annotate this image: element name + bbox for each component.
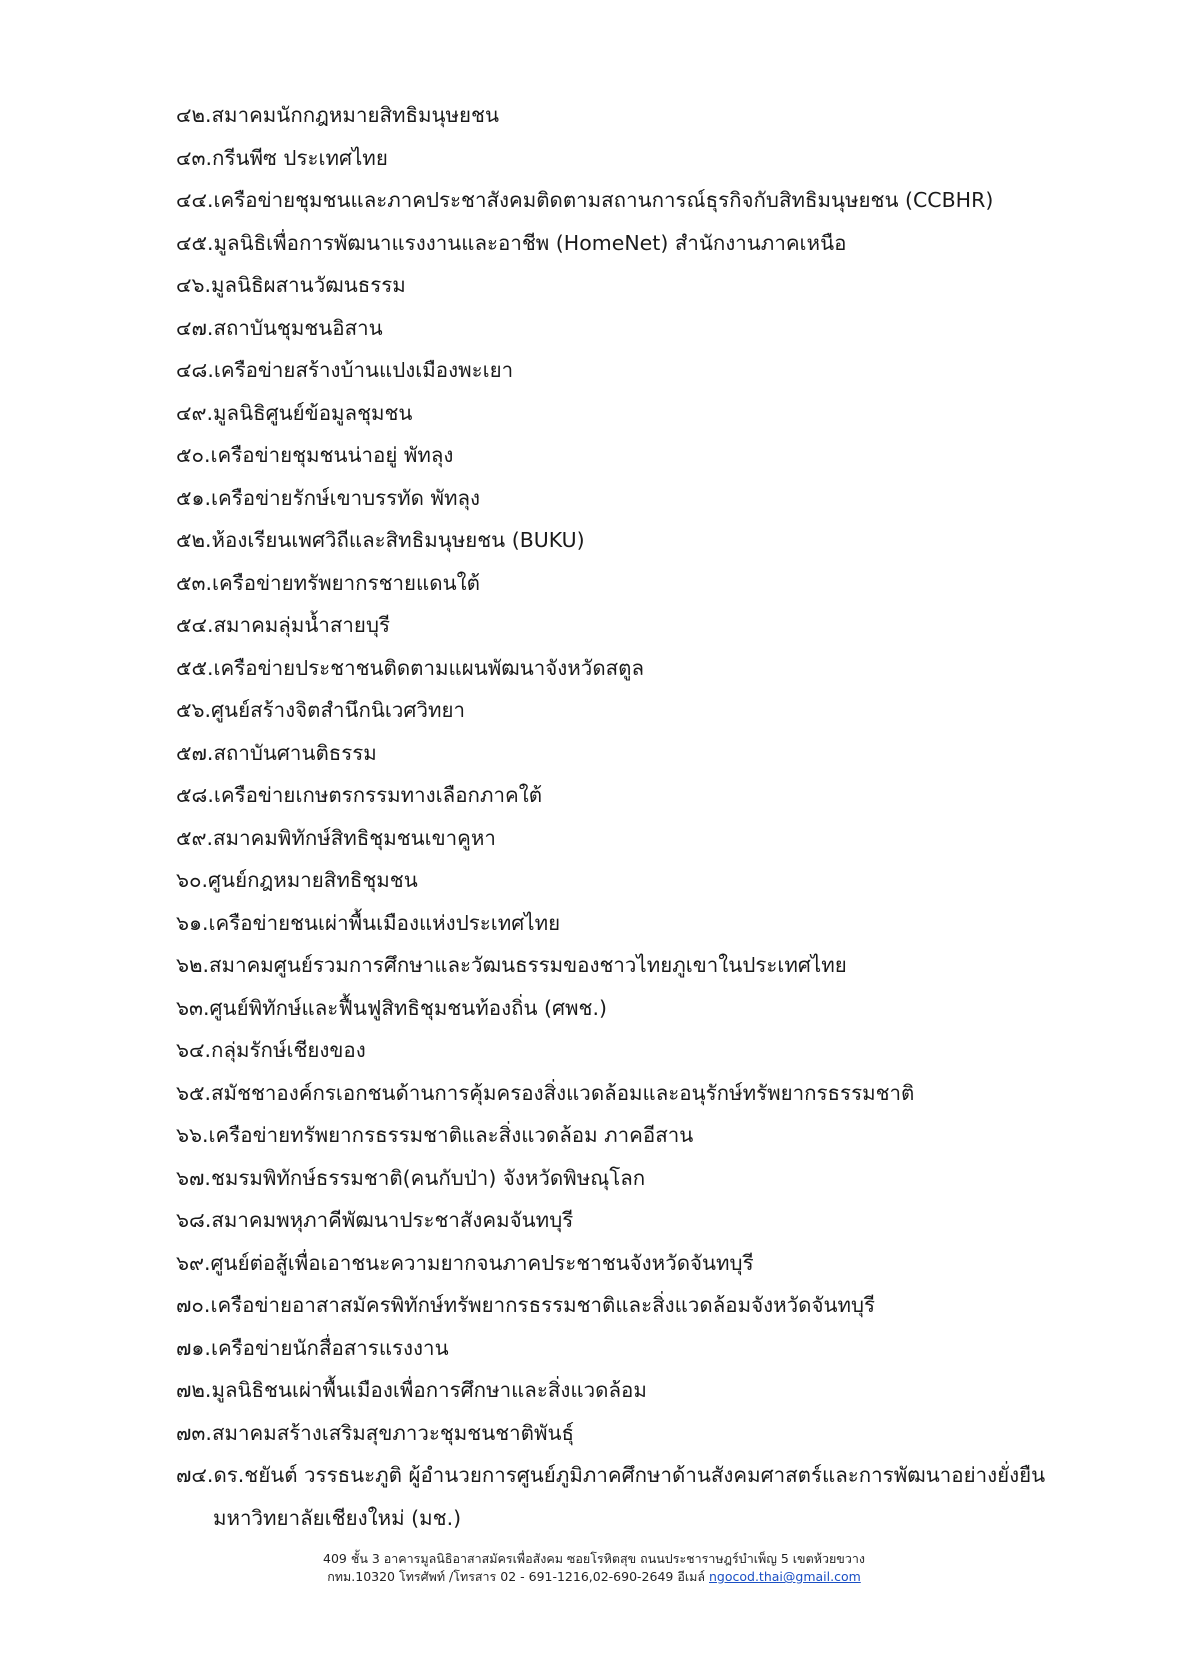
list-item: [176, 1072, 1136, 1115]
item-number: ๗๑.: [176, 1335, 211, 1360]
item-number: ๔๓.: [176, 145, 213, 170]
list-item: [176, 604, 1136, 647]
item-text-continuation: มหาวิทยาลัยเชียงใหม่ (มช.): [213, 1505, 462, 1530]
item-number: ๔๕.: [176, 230, 214, 255]
item-text: เครือข่ายชนเผ่าพื้นเมืองแห่งประเทศไทย: [208, 910, 561, 935]
item-text: เครือข่ายทรัพยากรธรรมชาติและสิ่งแวดล้อม ภาคอีสาน: [208, 1123, 694, 1147]
item-text: เครือข่ายเกษตรกรรมทางเลือกภาคใต้: [213, 783, 543, 807]
list-item: [176, 222, 1136, 265]
item-number: ๔๒.: [176, 103, 212, 127]
item-text: มูลนิธิชนเผ่าพื้นเมืองเพื่อการศึกษาและสิ่งแวดล้อม: [211, 1378, 647, 1402]
item-text: สมาคมลุ่มน้ำสายบุรี: [213, 613, 390, 637]
item-number: ๕๘.: [176, 783, 214, 807]
item-text: ศูนย์สร้างจิตสำนึกนิเวศวิทยา: [211, 698, 465, 722]
list-item: [176, 1369, 1136, 1412]
item-text: ศูนย์พิทักษ์และฟื้นฟูสิทธิชุมชนท้องถิ่น (ศพช.): [209, 995, 607, 1020]
list-item: [176, 1157, 1136, 1200]
list-item: [176, 94, 1136, 137]
list-item: [176, 987, 1136, 1030]
item-text: สมาคมพหุภาคีพัฒนาประชาสังคมจันทบุรี: [211, 1208, 574, 1232]
footer-address-line: 409 ชั้น 3 อาคารมูลนิธิอาสาสมัครเพื่อสังคม ซอยโรหิตสุข ถนนประชาราษฎร์บำเพ็ญ 5 เขตห้วยขวาง: [323, 1551, 865, 1566]
item-number: ๖๓.: [176, 995, 210, 1020]
footer-contact-line: [0, 1568, 1188, 1586]
item-number: ๖๕.: [176, 1080, 212, 1105]
item-text: สมาคมศูนย์รวมการศึกษาและวัฒนธรรมของชาวไทยภูเขาในประเทศไทย: [209, 953, 847, 977]
list-item: [176, 137, 1136, 180]
item-text: มูลนิธิศูนย์ข้อมูลชุมชน: [213, 400, 413, 425]
footer-phone-text: กทม.10320 โทรศัพท์ /โทรสาร 02 - 691-1216,02-690-2649 อีเมล์: [327, 1569, 709, 1584]
item-number: ๗๓.: [176, 1420, 212, 1445]
item-number: ๔๗.: [176, 315, 214, 340]
list-item: [176, 859, 1136, 902]
item-text: กรีนพีซ ประเทศไทย: [212, 145, 388, 170]
list-item: [176, 1412, 1136, 1455]
list-item: [176, 944, 1136, 987]
list-item: [176, 264, 1136, 307]
item-text: เครือข่ายประชาชนติดตามแผนพัฒนาจังหวัดสตูล: [213, 655, 645, 680]
item-number: ๔๘.: [176, 358, 214, 382]
item-text: ศูนย์ต่อสู้เพื่อเอาชนะความยากจนภาคประชาชนจังหวัดจันทบุรี: [210, 1250, 754, 1275]
item-number: ๔๔.: [176, 188, 214, 212]
list-item: [176, 689, 1136, 732]
list-item: [176, 1114, 1136, 1157]
item-text: เครือข่ายสร้างบ้านแปงเมืองพะเยา: [213, 358, 514, 382]
item-text: สมาคมสร้างเสริมสุขภาวะชุมชนชาติพันธุ์: [211, 1420, 575, 1445]
list-item: [176, 349, 1136, 392]
list-item: [176, 817, 1136, 860]
item-number: ๕๐.: [176, 443, 211, 467]
item-text: สถาบันชุมชนอิสาน: [213, 315, 383, 340]
page-footer: [0, 1550, 1188, 1586]
list-item: [176, 1199, 1136, 1242]
item-text: สมาคมนักกฎหมายสิทธิมนุษยชน: [211, 103, 499, 127]
list-item: [176, 1327, 1136, 1370]
list-item: [176, 1029, 1136, 1072]
item-number: ๕๓.: [176, 570, 213, 595]
item-number: ๗๒.: [176, 1378, 212, 1402]
item-number: ๕๕.: [176, 655, 214, 680]
item-number: ๕๗.: [176, 740, 214, 765]
item-text: มูลนิธิเพื่อการพัฒนาแรงงานและอาชีพ (HomeNet) สำนักงานภาคเหนือ: [213, 230, 847, 255]
item-text: เครือข่ายชุมชนน่าอยู่ พัทลุง: [210, 443, 454, 467]
item-text: เครือข่ายทรัพยากรชายแดนใต้: [212, 570, 480, 595]
item-text: มูลนิธิผสานวัฒนธรรม: [211, 273, 406, 297]
list-item: [176, 519, 1136, 562]
item-number: ๖๙.: [176, 1250, 211, 1275]
item-text: เครือข่ายนักสื่อสารแรงงาน: [210, 1335, 449, 1360]
item-number: ๕๑.: [176, 485, 212, 510]
list-item: [176, 392, 1136, 435]
item-number: ๕๔.: [176, 613, 214, 637]
item-number: ๖๖.: [176, 1123, 209, 1147]
list-item: [176, 477, 1136, 520]
item-number: ๕๙.: [176, 825, 214, 850]
item-number: ๔๙.: [176, 400, 214, 425]
list-item: [176, 1454, 1136, 1539]
item-number: ๖๔.: [176, 1038, 212, 1062]
list-item: [176, 902, 1136, 945]
item-text: กลุ่มรักษ์เชียงของ: [211, 1038, 366, 1062]
item-text: ห้องเรียนเพศวิถีและสิทธิมนุษยชน (BUKU): [211, 528, 585, 552]
item-number: ๖๐.: [176, 868, 209, 892]
item-text: สมัชชาองค์กรเอกชนด้านการคุ้มครองสิ่งแวดล้อมและอนุรักษ์ทรัพยากรธรรมชาติ: [211, 1080, 915, 1105]
item-text: ดร.ชยันต์ วรรธนะภูติ ผู้อำนวยการศูนย์ภูมิภาคศึกษาด้านสังคมศาสตร์และการพัฒนาอย่างยั่งยืน: [213, 1463, 1046, 1487]
item-number: ๗๔.: [176, 1463, 214, 1487]
item-text: ชมรมพิทักษ์ธรรมชาติ(คนกับป่า) จังหวัดพิษณุโลก: [210, 1165, 646, 1190]
item-text: สมาคมพิทักษ์สิทธิชุมชนเขาคูหา: [213, 825, 496, 850]
list-item: [176, 1242, 1136, 1285]
item-text: ศูนย์กฎหมายสิทธิชุมชน: [208, 868, 418, 892]
list-item: [176, 179, 1136, 222]
item-number: ๖๘.: [176, 1208, 212, 1232]
item-number: ๗๐.: [176, 1293, 211, 1317]
item-number: ๕๖.: [176, 698, 212, 722]
list-item: [176, 434, 1136, 477]
item-number: ๖๑.: [176, 910, 209, 935]
list-item: [176, 647, 1136, 690]
organization-list: [176, 94, 1136, 1539]
item-text: เครือข่ายรักษ์เขาบรรทัด พัทลุง: [211, 485, 481, 510]
item-number: ๖๒.: [176, 953, 210, 977]
item-text: เครือข่ายอาสาสมัครพิทักษ์ทรัพยากรธรรมชาติและสิ่งแวดล้อมจังหวัดจันทบุรี: [210, 1293, 876, 1317]
list-item: [176, 774, 1136, 817]
list-item: [176, 1284, 1136, 1327]
list-item: [176, 562, 1136, 605]
item-number: ๔๖.: [176, 273, 212, 297]
item-number: ๕๒.: [176, 528, 212, 552]
item-text: เครือข่ายชุมชนและภาคประชาสังคมติดตามสถานการณ์ธุรกิจกับสิทธิมนุษยชน (CCBHR): [213, 188, 994, 212]
footer-email-link[interactable]: ngocod.thai@gmail.com: [709, 1569, 861, 1584]
list-item: [176, 307, 1136, 350]
item-text: สถาบันศานติธรรม: [213, 740, 377, 765]
list-item: [176, 732, 1136, 775]
item-number: ๖๗.: [176, 1165, 211, 1190]
